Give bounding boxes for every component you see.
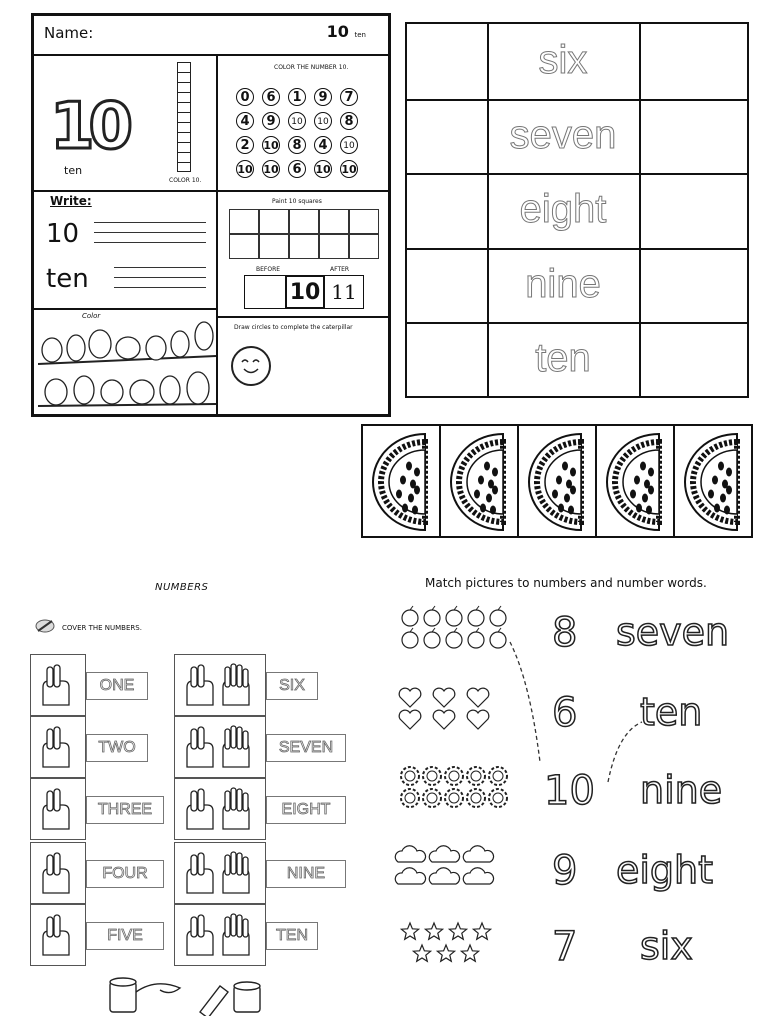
number-card: [174, 904, 266, 966]
write-number: 10: [46, 219, 80, 249]
hand-icon: [35, 911, 79, 963]
color-circle[interactable]: 10: [262, 136, 280, 154]
number-card: [30, 716, 86, 778]
watermelon-cell[interactable]: [441, 426, 519, 536]
cover-numbers-instruction: COVER THE NUMBERS.: [62, 624, 142, 632]
name-label: Name:: [44, 24, 94, 42]
big-number-ten: 10: [50, 90, 128, 164]
watermelon-icon: [519, 426, 597, 536]
color-circle[interactable]: 8: [288, 136, 306, 154]
color-circle[interactable]: 2: [236, 136, 254, 154]
paint-square[interactable]: [349, 234, 379, 259]
caterpillar-instruction: Draw circles to complete the caterpillar: [234, 324, 353, 331]
watermelon-strip: [361, 424, 753, 538]
match-number[interactable]: 10: [544, 768, 595, 814]
color-circle[interactable]: 4: [236, 112, 254, 130]
match-word[interactable]: eight: [616, 848, 714, 892]
writing-line[interactable]: [114, 267, 206, 268]
two-hands-icon: [179, 723, 259, 775]
worksheet-number: 10 ten: [326, 22, 366, 41]
color-circle[interactable]: 0: [236, 88, 254, 106]
write-label: Write:: [50, 194, 92, 208]
color-circle[interactable]: 10: [314, 160, 332, 178]
writing-line[interactable]: [94, 232, 206, 233]
apple-group-apple-icon: [394, 604, 514, 668]
color-circle[interactable]: 10: [340, 160, 358, 178]
color-circle[interactable]: 9: [262, 112, 280, 130]
traced-number-word[interactable]: FOUR: [86, 860, 164, 888]
divider: [34, 308, 216, 310]
paint-square[interactable]: [289, 234, 319, 259]
number-card: [30, 654, 86, 716]
paint-square[interactable]: [259, 234, 289, 259]
cloud-group-cloud-icon: [394, 842, 514, 906]
numbers-title: NUMBERS: [155, 582, 209, 593]
traced-number-word[interactable]: TEN: [266, 922, 318, 950]
watermelon-icon: [363, 426, 441, 536]
number-card: [174, 716, 266, 778]
paint-cans-icon: [100, 972, 290, 1020]
divider: [34, 54, 388, 56]
divider: [216, 316, 388, 318]
traced-number-word[interactable]: ONE: [86, 672, 148, 700]
paint-grid: [229, 209, 379, 259]
color-circle[interactable]: 7: [340, 88, 358, 106]
paint-square[interactable]: [349, 209, 379, 234]
trace-words-sheet: [405, 22, 749, 398]
traced-number-word[interactable]: NINE: [266, 860, 346, 888]
before-box[interactable]: [244, 275, 286, 309]
color-circle[interactable]: 10: [262, 160, 280, 178]
current-number-box: 10: [285, 275, 325, 309]
color-circle[interactable]: 10: [314, 112, 332, 130]
number-card: [174, 778, 266, 840]
birds-coloring-picture[interactable]: [38, 312, 218, 410]
hand-icon: [35, 661, 79, 713]
hand-icon: [35, 723, 79, 775]
divider: [639, 24, 641, 396]
paint-square[interactable]: [289, 209, 319, 234]
birds-title: Color: [82, 312, 101, 320]
color-number-title: COLOR THE NUMBER 10.: [274, 64, 349, 71]
match-number[interactable]: 9: [552, 848, 578, 894]
paint-square[interactable]: [259, 209, 289, 234]
ten-block-tower[interactable]: [177, 62, 191, 172]
watermelon-icon: [441, 426, 519, 536]
paint-square[interactable]: [319, 234, 349, 259]
watermelon-cell[interactable]: [597, 426, 675, 536]
traced-number-word[interactable]: TWO: [86, 734, 148, 762]
two-hands-icon: [179, 849, 259, 901]
match-word[interactable]: nine: [640, 768, 723, 812]
writing-line[interactable]: [114, 287, 206, 288]
dashed-match-lines: [500, 632, 660, 802]
traced-number-word[interactable]: SIX: [266, 672, 318, 700]
before-label: BEFORE: [256, 266, 281, 273]
number-card: [30, 904, 86, 966]
color-circle[interactable]: 10: [236, 160, 254, 178]
writing-line[interactable]: [114, 277, 206, 278]
caterpillar-head: [231, 346, 271, 386]
paint-title: Paint 10 squares: [272, 198, 322, 205]
tower-caption: COLOR 10.: [169, 177, 202, 184]
color-circle[interactable]: 10: [288, 112, 306, 130]
trace-word[interactable]: seven: [509, 112, 617, 157]
match-number[interactable]: 7: [552, 924, 578, 970]
paint-square[interactable]: [229, 209, 259, 234]
trace-word[interactable]: six: [538, 38, 588, 82]
color-circle[interactable]: 8: [340, 112, 358, 130]
paint-square[interactable]: [319, 209, 349, 234]
color-circle[interactable]: 6: [262, 88, 280, 106]
star-group-star-icon: [394, 918, 514, 982]
hand-icon: [35, 849, 79, 901]
match-number[interactable]: 8: [552, 610, 578, 656]
watermelon-cell[interactable]: [519, 426, 597, 536]
trace-word[interactable]: eight: [519, 187, 607, 231]
number-card: [174, 842, 266, 904]
match-word[interactable]: six: [640, 924, 693, 968]
writing-line[interactable]: [94, 242, 206, 243]
writing-line[interactable]: [94, 222, 206, 223]
watermelon-icon: [597, 426, 675, 536]
two-hands-icon: [179, 661, 259, 713]
watermelon-cell[interactable]: [675, 426, 753, 536]
number-word-label: ten: [64, 164, 83, 177]
trace-word[interactable]: nine: [525, 261, 601, 306]
trace-word[interactable]: ten: [535, 336, 591, 380]
number-ten-worksheet: [31, 13, 391, 417]
match-word[interactable]: ten: [640, 690, 703, 734]
divider: [34, 190, 388, 192]
color-circle[interactable]: 10: [340, 136, 358, 154]
number-card: [30, 842, 86, 904]
number-card: [174, 654, 266, 716]
two-hands-icon: [179, 785, 259, 837]
traced-number-word[interactable]: FIVE: [86, 922, 164, 950]
color-circle[interactable]: 1: [288, 88, 306, 106]
traced-number-word[interactable]: EIGHT: [266, 796, 346, 824]
watermelon-cell[interactable]: [363, 426, 441, 536]
write-word: ten: [46, 264, 89, 294]
pencil-icon: [34, 618, 56, 638]
traced-number-word[interactable]: THREE: [86, 796, 164, 824]
number-card: [30, 778, 86, 840]
color-circle[interactable]: 9: [314, 88, 332, 106]
two-hands-icon: [179, 911, 259, 963]
hand-icon: [35, 785, 79, 837]
after-label: AFTER: [330, 266, 350, 273]
color-circle[interactable]: 4: [314, 136, 332, 154]
color-circle[interactable]: 6: [288, 160, 306, 178]
heart-group-heart-icon: [394, 684, 514, 748]
traced-number-word[interactable]: SEVEN: [266, 734, 346, 762]
match-word[interactable]: seven: [616, 610, 730, 654]
match-title: Match pictures to numbers and number words.: [425, 576, 707, 590]
after-box: 11: [324, 275, 364, 309]
watermelon-icon: [675, 426, 753, 536]
sun-group-sun-icon: [394, 762, 514, 826]
match-number[interactable]: 6: [552, 690, 578, 736]
paint-square[interactable]: [229, 234, 259, 259]
